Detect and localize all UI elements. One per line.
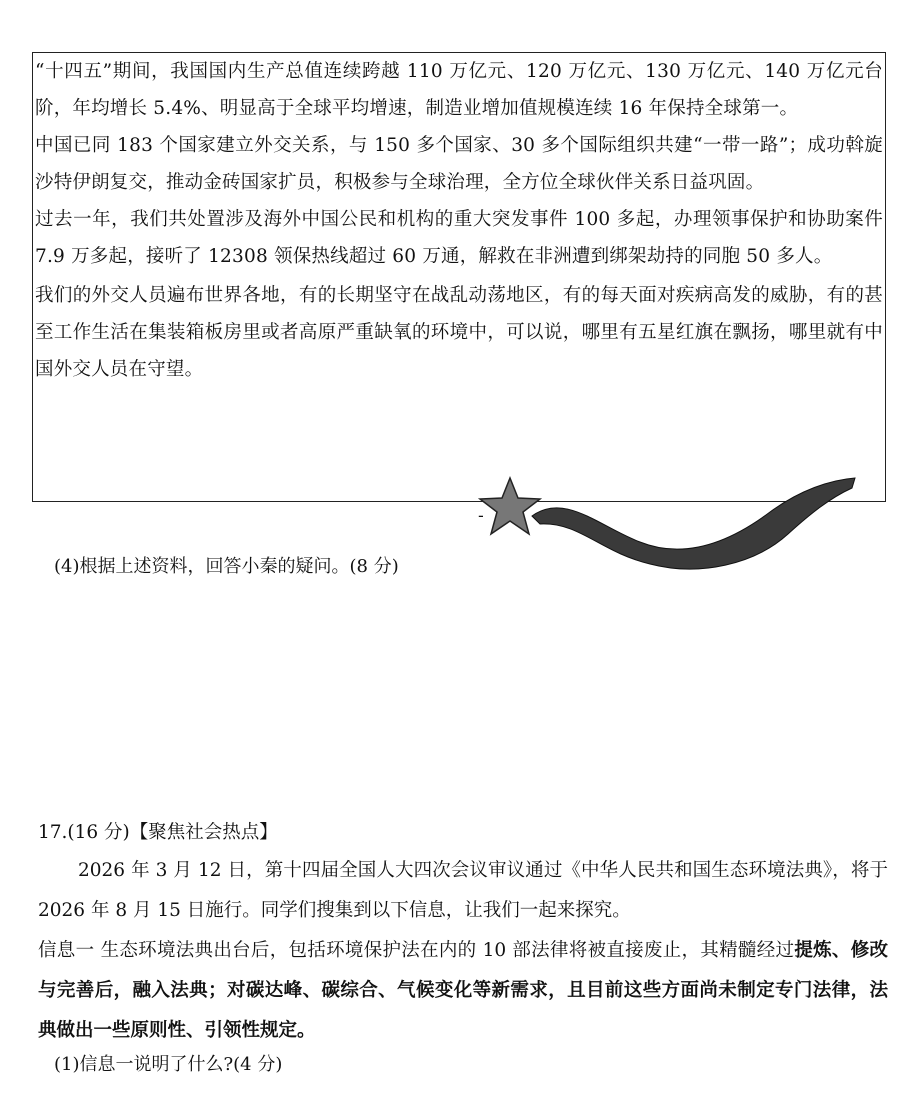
star-flag-decoration [470, 472, 870, 572]
ribbon-shape [532, 478, 855, 569]
info-1-normal: 信息一 生态环境法典出台后，包括环境保护法在内的 10 部法律将被直接废止，其精髓经过 [38, 940, 795, 961]
star-icon [480, 478, 540, 534]
material-paragraph-4: 我们的外交人员遍布世界各地，有的长期坚守在战乱动荡地区，有的每天面对疾病高发的威胁，有的甚至工作生活在集装箱板房里或者高原严重缺氧的环境中，可以说，哪里有五星红旗在飘扬，哪里就有中国外交人员在守望。 [35, 285, 883, 380]
question-4: (4)根据上述资料，回答小秦的疑问。(8 分) [54, 556, 399, 577]
info-1-bold: 提炼、修改与完善后，融入法典；对碳达峰、碳综合、气候变化等新需求，且目前这些方面尚未制定专门法律，法典做出一些原则性、引领性规定。 [38, 940, 888, 1041]
question-17-heading: 17.(16 分)【聚焦社会热点】 [38, 822, 278, 843]
material-paragraph-3: 过去一年，我们共处置涉及海外中国公民和机构的重大突发事件 100 多起，办理领事保护和协助案件 7.9 万多起，接听了 12308 领保热线超过 60 万通，解救在非洲遭到绑架劫持的同胞 50 多人。 [35, 209, 883, 267]
question-17-1: (1)信息一说明了什么?(4 分) [54, 1054, 283, 1075]
material-paragraph-2: 中国已同 183 个国家建立外交关系，与 150 多个国家、30 多个国际组织共建“一带一路”；成功斡旋沙特伊朗复交，推动金砖国家扩员，积极参与全球治理，全方位全球伙伴关系日益巩固。 [35, 135, 883, 193]
material-paragraph-1: “十四五”期间，我国国内生产总值连续跨越 110 万亿元、120 万亿元、130 万亿元、140 万亿元台阶，年均增长 5.4%、明显高于全球平均增速，制造业增加值规模连续 16 年保持全球第一。 [35, 61, 883, 119]
question-17-intro: 2026 年 3 月 12 日，第十四届全国人大四次会议审议通过《中华人民共和国生态环境法典》，将于 2026 年 8 月 15 日施行。同学们搜集到以下信息，让我们一起来探究。 [38, 860, 888, 921]
question-17-section [38, 815, 888, 1051]
material-box [32, 52, 886, 502]
info-1-text [38, 931, 888, 1051]
dash-mark: - [478, 506, 484, 525]
